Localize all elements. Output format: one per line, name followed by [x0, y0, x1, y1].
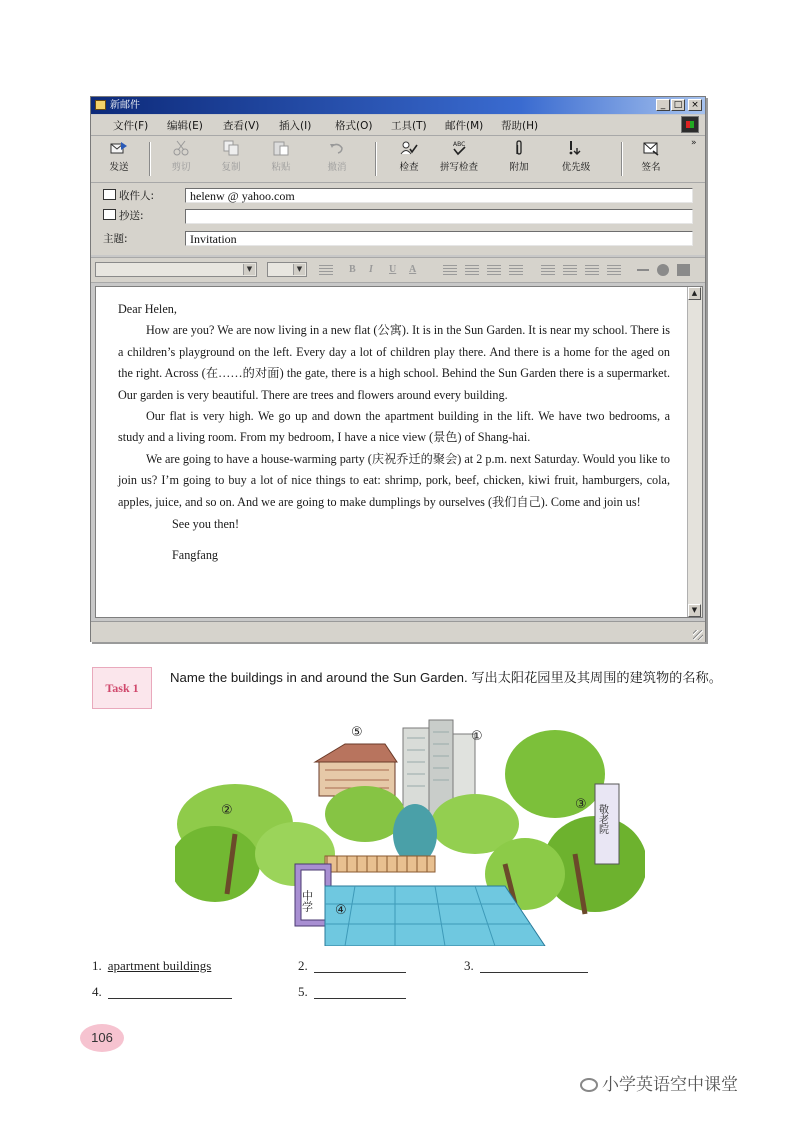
check-names-button[interactable]: [385, 140, 433, 178]
align-right-icon[interactable]: [585, 265, 599, 275]
answer-number: 3.: [464, 958, 474, 973]
toolbar-more-chevron[interactable]: »: [691, 138, 697, 148]
minimize-button[interactable]: _: [656, 99, 670, 111]
maximize-button[interactable]: □: [671, 99, 685, 111]
format-bar: [91, 257, 705, 283]
font-color-button[interactable]: A: [409, 264, 417, 275]
numbered-list-icon[interactable]: [443, 265, 457, 275]
menu-view[interactable]: 查看(V): [223, 120, 260, 132]
menu-message[interactable]: 邮件(M): [445, 120, 484, 132]
letter-signature: Fangfang: [172, 548, 219, 563]
answer-blank[interactable]: [314, 984, 406, 999]
to-label-group[interactable]: [103, 188, 154, 203]
subject-field[interactable]: Invitation: [185, 231, 693, 246]
answer-number: 5.: [298, 984, 308, 999]
menu-edit[interactable]: 编辑(E): [167, 120, 203, 132]
priority-label: 优先级: [561, 162, 591, 173]
toolbar-separator: [375, 142, 377, 176]
cc-label: 抄送:: [119, 210, 144, 222]
insert-picture-icon[interactable]: [677, 264, 690, 276]
chevron-down-icon: ▼: [293, 264, 305, 275]
paperclip-icon: [510, 140, 528, 156]
address-book-icon: [103, 189, 116, 200]
school-sign: 中学: [300, 890, 314, 912]
italic-button[interactable]: I: [369, 264, 373, 275]
windows-flag-icon: [681, 116, 699, 133]
menu-bar: [91, 115, 705, 136]
check-names-icon: [400, 140, 418, 156]
send-icon: [110, 140, 128, 156]
spellcheck-button[interactable]: [435, 140, 483, 178]
window-title: 新邮件: [110, 100, 140, 111]
answer-number: 2.: [298, 958, 308, 973]
answer-blank[interactable]: [314, 958, 406, 973]
watermark-text: 小学英语空中课堂: [602, 1075, 738, 1095]
watermark: [580, 1070, 790, 1095]
marker-1: ①: [471, 729, 483, 744]
email-window: [90, 96, 706, 642]
letter-paragraph-3: We are going to have a house-warming party (庆祝乔迁的聚会) at 2 p.m. next Saturday. Would you like to join us? I’m going to buy a lot of nice things to eat: shrimp, pork, beef, chicken, kiwi fruit, hamburgers, cola, apples, juice, and so on. And we are going to make dumplings by ourselves (我们自己). Come and join us!: [118, 451, 670, 509]
priority-button[interactable]: [547, 140, 605, 178]
subject-label: 主题:: [103, 233, 128, 245]
answer-value: apartment buildings: [107, 958, 212, 973]
task-instruction: Name the buildings in and around the Sun Garden. 写出太阳花园里及其周围的建筑物的名称。: [170, 670, 722, 685]
close-button[interactable]: ×: [688, 99, 702, 111]
align-left-icon[interactable]: [541, 265, 555, 275]
vertical-scrollbar[interactable]: [687, 287, 702, 617]
attach-label: 附加: [509, 162, 529, 173]
answer-4: [92, 984, 232, 1000]
sign-envelope-icon: [642, 140, 660, 156]
cc-field[interactable]: [185, 209, 693, 224]
resize-grip-icon[interactable]: [693, 630, 703, 640]
answer-1: [92, 958, 211, 974]
answer-3: [464, 958, 588, 974]
decrease-indent-icon[interactable]: [487, 265, 501, 275]
title-bar: [91, 97, 705, 114]
letter-greeting: Dear Helen,: [118, 302, 177, 316]
answer-blank[interactable]: [108, 984, 232, 999]
marker-5-top: ⑤: [351, 725, 363, 740]
menu-format[interactable]: 格式(O): [335, 120, 373, 132]
answer-number: 1.: [92, 958, 102, 973]
cc-label-group[interactable]: [103, 208, 144, 223]
cut-label: 剪切: [171, 162, 191, 173]
wechat-icon: [580, 1078, 598, 1092]
paste-label: 粘贴: [271, 162, 291, 173]
chevron-down-icon: ▼: [243, 264, 255, 275]
insert-link-icon[interactable]: [657, 264, 669, 276]
answer-blank[interactable]: [480, 958, 588, 973]
horizontal-line-icon[interactable]: [637, 269, 649, 271]
svg-text:ABC: ABC: [453, 141, 466, 148]
font-size-dropdown[interactable]: [267, 262, 307, 277]
bullet-list-icon[interactable]: [465, 265, 479, 275]
home-for-aged-sign: 敬老院: [596, 804, 608, 834]
bold-button[interactable]: B: [349, 264, 356, 275]
underline-button[interactable]: U: [389, 264, 397, 275]
undo-label: 撤消: [327, 162, 347, 173]
spellcheck-icon: [450, 140, 468, 156]
task-badge: Task 1: [92, 667, 152, 709]
sign-button[interactable]: [627, 140, 675, 178]
marker-2: ②: [221, 803, 233, 818]
attach-button[interactable]: [495, 140, 543, 178]
check-label: 检查: [399, 162, 419, 173]
message-header: [91, 183, 705, 255]
increase-indent-icon[interactable]: [509, 265, 523, 275]
paragraph-style-icon[interactable]: [319, 265, 333, 275]
send-label: 发送: [109, 162, 129, 173]
toolbar-separator: [149, 142, 151, 176]
new-mail-app-icon: [95, 100, 106, 110]
sun-garden-illustration: [175, 714, 645, 946]
paste-button[interactable]: [257, 140, 305, 178]
copy-label: 复制: [221, 162, 241, 173]
scissors-icon: [172, 140, 190, 156]
clipboard-icon: [272, 140, 290, 156]
scroll-down-arrow-icon[interactable]: ▼: [688, 604, 701, 617]
letter-text: [118, 299, 670, 567]
marker-4: ④: [335, 903, 347, 918]
undo-icon: [328, 140, 346, 156]
page-number: 106: [80, 1024, 124, 1052]
menu-tools[interactable]: 工具(T): [391, 120, 427, 132]
menu-help[interactable]: 帮助(H): [501, 120, 539, 132]
status-bar: [91, 621, 705, 642]
undo-button[interactable]: [313, 140, 361, 178]
copy-icon: [222, 140, 240, 156]
letter-paragraph-1: How are you? We are now living in a new flat (公寓). It is in the Sun Garden. It is near my school. There is a children’s playground on the left. Every day a lot of children play there. And there is a home for the aged on the right. Across (在……的对面) the gate, there is a high school. Behind the Sun Garden there is a supermarket. Our garden is very beautiful. There are trees and flowers around every building.: [118, 323, 670, 402]
answer-2: [298, 958, 406, 974]
menu-insert[interactable]: 插入(I): [279, 120, 312, 132]
align-center-icon[interactable]: [563, 265, 577, 275]
answer-number: 4.: [92, 984, 102, 999]
font-dropdown[interactable]: [95, 262, 257, 277]
send-button[interactable]: [95, 140, 143, 178]
sign-label: 签名: [641, 162, 661, 173]
toolbar-separator: [621, 142, 623, 176]
to-label: 收件人:: [119, 190, 155, 202]
copy-button[interactable]: [207, 140, 255, 178]
to-field[interactable]: helenw @ yahoo.com: [185, 188, 693, 203]
cut-button[interactable]: [157, 140, 205, 178]
justify-icon[interactable]: [607, 265, 621, 275]
scroll-up-arrow-icon[interactable]: ▲: [688, 287, 701, 300]
marker-3: ③: [575, 797, 587, 812]
toolbar: [91, 136, 705, 183]
spellcheck-label: 拼写检查: [439, 162, 478, 173]
letter-paragraph-2: Our flat is very high. We go up and down the apartment building in the lift. We have two bedrooms, a study and a living room. From my bedroom, I have a nice view (景色) of Shang-hai.: [118, 409, 670, 445]
answer-5: [298, 984, 406, 1000]
message-body[interactable]: [95, 286, 703, 618]
address-book-icon: [103, 209, 116, 220]
letter-closing: See you then!: [172, 517, 240, 532]
priority-icon: [567, 140, 585, 156]
menu-file[interactable]: 文件(F): [113, 120, 149, 132]
